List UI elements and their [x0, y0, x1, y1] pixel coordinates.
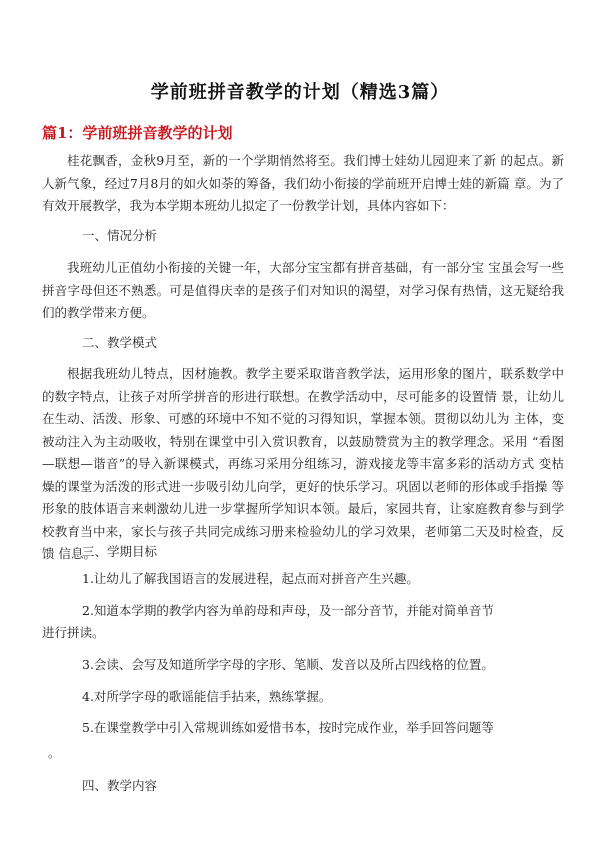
analysis-paragraph: 我班幼儿正值幼小衔接的关键一年，大部分宝宝都有拼音基础，有一部分宝 宝虽会写一些拼音字母但还不熟悉。可是值得庆幸的是孩子们对知识的渴望，对学习保有热情，这无疑给我们的教学带来方便。	[42, 260, 564, 320]
heading-teaching-content: 四、教学内容	[82, 778, 158, 793]
goal-item-5: 5.在课堂教学中引入常规训练如爱惜书本，按时完成作业，举手回答问题等	[82, 720, 494, 735]
goal-item-1: 1.让幼儿了解我国语言的发展进程，起点而对拼音产生兴趣。	[82, 571, 419, 586]
goal-item-2-continued: 进行拼读。	[42, 625, 105, 640]
mode-paragraph: 根据我班幼儿特点，因材施教。教学主要采取谐音教学法，运用形象的图片，联系数学中的数字特点，让孩子对所学拼音的形进行联想。在教学活动中，尽可能多的设置情 景，让幼儿在生动、活泼、形象、可感的环境中不知不觉的习得知识，掌握本领。贯彻以幼儿为 主体，变被动注入为主动吸收，特别在课堂中引入赏识教育，以鼓励赞赏为主的教学理念。采用 “看图—联想—谐音”的导入新课模式，再练习采用分组练习，游戏接龙等丰富多彩的活动方式 变枯燥的课堂为活泼的形式进一步吸引幼儿向学，更好的快乐学习。巩固以老师的形体或手指操 等形象的肢体语言来刺激幼儿进一步掌握所学知识本领。最后，家园共育，让家庭教育参与到学 校教育当中来，家长与孩子共同完成练习册来检验幼儿的学习效果，老师第二天及时检查，反馈 信息。	[42, 366, 564, 561]
heading-situation-analysis: 一、情况分析	[82, 228, 158, 243]
heading-semester-goals: 三、学期目标	[82, 544, 158, 559]
goal-item-5-end: 。	[48, 746, 61, 760]
document-title: 学前班拼音教学的计划（精选3篇）	[150, 82, 450, 103]
heading-teaching-mode: 二、教学模式	[82, 335, 158, 350]
intro-paragraph: 桂花飘香，金秋9月至，新的一个学期悄然将至。我们博士娃幼儿园迎来了新 的起点。新人新气象，经过7月8月的如火如荼的筹备，我们幼小衔接的学前班开启博士娃的新篇 章。为了有效开展教学，我为本学期本班幼儿拟定了一份教学计划，具体内容如下：	[42, 153, 564, 213]
goal-item-3: 3.会读、会写及知道所学字母的字形、笔顺、发音以及所占四线格的位置。	[82, 657, 494, 672]
goal-item-2: 2.知道本学期的教学内容为单韵母和声母，及一部分音节，并能对简单音节	[82, 603, 494, 618]
section-heading: 篇1：学前班拼音教学的计划	[42, 124, 233, 142]
goal-item-4: 4.对所学字母的歌谣能信手拈来，熟练掌握。	[82, 689, 332, 704]
